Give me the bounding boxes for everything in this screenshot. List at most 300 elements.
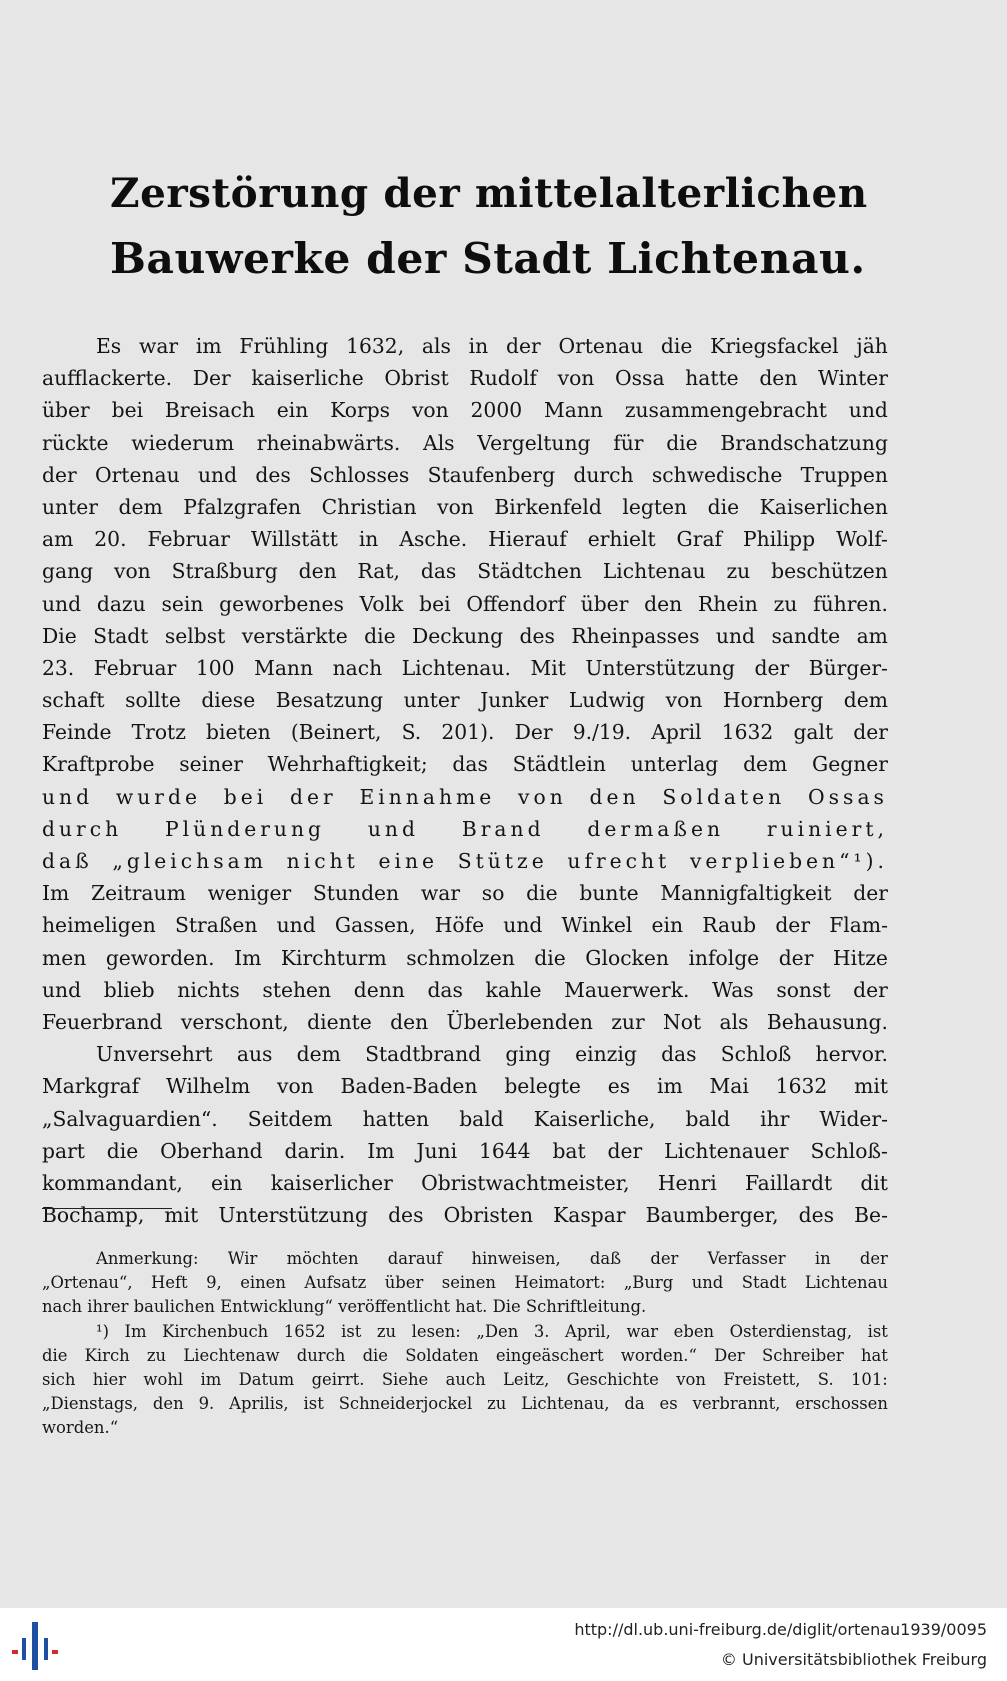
word: verschont,	[180, 1009, 289, 1034]
word: hatten	[362, 1106, 430, 1131]
word: „Burg	[623, 1273, 674, 1293]
word: Pfalzgrafen	[183, 494, 302, 519]
word: Korps	[330, 398, 391, 423]
word: von	[411, 398, 449, 423]
word: Unterstützung	[585, 655, 735, 680]
word: 101:	[851, 1369, 888, 1389]
word: unter	[403, 688, 460, 713]
word: Frühling	[239, 334, 329, 358]
text-line	[42, 1167, 888, 1199]
text-line	[42, 1070, 888, 1102]
word: Kaspar	[553, 1203, 626, 1228]
word: bei	[223, 784, 268, 809]
word: die	[42, 1345, 68, 1365]
word: Winkel	[561, 913, 633, 938]
word: zu	[376, 1321, 397, 1341]
word: der	[607, 1138, 643, 1163]
word: sonst	[776, 977, 831, 1002]
word: den	[759, 366, 798, 391]
text-line	[42, 974, 888, 1006]
word: und	[197, 462, 238, 487]
logo-red-right	[52, 1650, 58, 1654]
word: S.	[817, 1369, 834, 1389]
word: 20.	[94, 527, 127, 552]
word: Schneiderjockel	[338, 1394, 473, 1414]
word: zu	[487, 1394, 507, 1414]
word: Junker	[480, 688, 549, 713]
word: Freistett,	[723, 1369, 801, 1389]
word: Kirchenbuch	[162, 1321, 269, 1341]
footer-bar	[0, 1608, 1007, 1681]
word: durch	[296, 1345, 346, 1365]
word: Ortenau	[558, 334, 644, 358]
word: Breisach	[164, 398, 255, 423]
word: beschützen	[771, 559, 888, 584]
text-line	[42, 620, 888, 652]
text-line	[42, 459, 888, 491]
word: über	[42, 398, 90, 423]
word: legten	[622, 494, 688, 519]
word: von	[557, 366, 595, 391]
word: ein	[276, 398, 309, 423]
word: Bürger-	[808, 655, 888, 680]
word: Mann	[543, 398, 603, 423]
word: blieb	[103, 977, 155, 1002]
word: „Dienstags,	[42, 1394, 139, 1414]
word: möchten	[286, 1249, 359, 1268]
word: das	[661, 1042, 697, 1067]
word: Im	[367, 1138, 395, 1163]
word: des	[798, 1203, 835, 1228]
word: den	[644, 591, 683, 616]
word: als	[719, 1009, 749, 1034]
word: 1632	[775, 1074, 828, 1099]
word: Brand	[461, 816, 545, 841]
text-line	[42, 877, 888, 909]
word: S.	[401, 720, 422, 745]
word: Straßen	[174, 913, 258, 938]
word: Obristen	[443, 1203, 534, 1228]
text-line	[42, 652, 888, 684]
word: hervor.	[815, 1042, 888, 1067]
word: Schloß-	[810, 1138, 888, 1163]
word: die	[660, 334, 693, 358]
word: Wolf-	[836, 527, 888, 552]
word: dem	[296, 1042, 341, 1067]
word: Henri	[657, 1170, 717, 1195]
word: und	[503, 913, 543, 938]
word: stehen	[262, 977, 332, 1002]
word: ein	[211, 1170, 243, 1195]
word: schmolzen	[406, 945, 515, 970]
word: in	[358, 527, 379, 552]
word: Schlosses	[309, 462, 410, 487]
text-line	[42, 748, 888, 780]
word: in	[468, 334, 489, 358]
word: war	[420, 881, 461, 906]
word: den	[390, 1009, 429, 1034]
word: hatte	[685, 366, 739, 391]
word: Städtchen	[477, 559, 582, 584]
word: Be-	[854, 1203, 888, 1228]
word: Volk	[359, 591, 404, 616]
word: von	[114, 559, 151, 584]
text-line-spaced	[42, 813, 888, 845]
word: Schloß	[720, 1042, 792, 1067]
note-line	[42, 1368, 888, 1392]
word: Als	[423, 430, 455, 455]
word: Aprilis,	[229, 1394, 289, 1414]
word: am	[856, 623, 888, 648]
word: zu	[146, 1345, 167, 1365]
word: der	[775, 913, 811, 938]
library-logo-icon	[10, 1620, 62, 1672]
word: „Salvaguardien“.	[42, 1106, 218, 1131]
word: Winter	[818, 366, 888, 391]
word: part	[42, 1138, 85, 1163]
word: hinweisen,	[471, 1249, 561, 1268]
word: Rheinpasses	[571, 623, 700, 648]
word: die	[534, 945, 566, 970]
word: mit	[164, 1203, 199, 1228]
logo-bar-left	[22, 1638, 26, 1660]
word: eingeäschert	[495, 1345, 604, 1365]
word: Leitz,	[503, 1369, 550, 1389]
word: Mai	[709, 1074, 749, 1099]
word: der	[853, 977, 888, 1002]
word: so	[481, 881, 505, 906]
word: geworbenes	[219, 591, 344, 616]
word: Trotz	[131, 720, 186, 745]
word: Im	[234, 945, 262, 970]
word: Unterstützung	[218, 1203, 368, 1228]
word: verbrannt,	[692, 1394, 781, 1414]
word: Deckung	[412, 623, 504, 648]
word: Unversehrt	[96, 1042, 213, 1067]
word: des	[255, 462, 291, 487]
word: daß	[589, 1249, 622, 1268]
word: Rat,	[357, 559, 400, 584]
word: den	[298, 559, 337, 584]
word: 1644	[478, 1138, 531, 1163]
word: der	[778, 945, 814, 970]
word: und	[367, 816, 419, 841]
word: Überlebenden	[446, 1009, 593, 1034]
word: Stadtbrand	[365, 1042, 482, 1067]
word: Raub	[702, 913, 757, 938]
word: Aufsatz	[304, 1273, 367, 1293]
word: 1652	[283, 1321, 326, 1341]
word: die	[362, 1345, 388, 1365]
word: und	[42, 977, 82, 1002]
word: Schreiber	[761, 1345, 844, 1365]
word: Mauerwerk.	[564, 977, 690, 1002]
word: die	[364, 623, 396, 648]
text-line	[42, 1103, 888, 1135]
word: Asche.	[399, 527, 468, 552]
word: Wir	[227, 1249, 258, 1268]
word: bei	[111, 398, 144, 423]
word: gang	[42, 559, 94, 584]
word: Siehe	[381, 1369, 429, 1389]
note-line	[42, 1344, 888, 1368]
word: Kraftprobe	[42, 752, 155, 777]
word: Stunden	[312, 881, 400, 906]
word: Februar	[93, 655, 177, 680]
word: schwedische	[651, 462, 783, 487]
word: und	[42, 591, 82, 616]
word: von	[518, 784, 567, 809]
footnote-divider	[42, 1208, 172, 1209]
word: hier	[92, 1369, 127, 1389]
word: 100	[195, 655, 235, 680]
word: Lichtenau	[602, 559, 706, 584]
word: dermaßen	[587, 816, 725, 841]
word: bald	[685, 1106, 731, 1131]
word: ruiniert,	[766, 816, 888, 841]
word: 23.	[42, 655, 75, 680]
word: Ossa	[615, 366, 665, 391]
word: bunte	[579, 881, 639, 906]
word: April,	[565, 1321, 611, 1341]
word: 201).	[441, 720, 495, 745]
word: es	[607, 1074, 631, 1099]
word: Brandschatzung	[720, 430, 888, 455]
note-line	[42, 1320, 888, 1344]
word: der	[853, 720, 888, 745]
word: „gleichsam	[112, 849, 267, 873]
word: kaiserlicher	[270, 1170, 393, 1195]
text-line	[42, 491, 888, 523]
word: jäh	[856, 334, 888, 358]
word: Juni	[416, 1138, 458, 1163]
word: ist	[303, 1394, 324, 1414]
word: bei	[419, 591, 451, 616]
word: bieten	[206, 720, 271, 745]
note-line	[42, 1392, 888, 1416]
text-line	[42, 1038, 888, 1070]
word: infolge	[688, 945, 760, 970]
word: der	[853, 881, 888, 906]
word: Oberhand	[160, 1138, 263, 1163]
text-line	[42, 1199, 888, 1231]
word: Einnahme	[359, 784, 496, 809]
word: zu	[773, 591, 798, 616]
word: Der	[514, 720, 553, 745]
text-line	[42, 427, 888, 459]
word: men	[42, 945, 87, 970]
word: und	[715, 623, 756, 648]
text-line	[42, 394, 888, 426]
word: Verfasser	[707, 1249, 786, 1268]
note-line	[42, 1247, 888, 1271]
word: Not	[663, 1009, 702, 1034]
word: am	[42, 527, 74, 552]
word: Mannigfaltigkeit	[660, 881, 832, 906]
word: durch	[573, 462, 634, 487]
word: dazu	[96, 591, 146, 616]
word: ist	[867, 1321, 888, 1341]
word: ¹)	[96, 1321, 109, 1341]
word: es	[659, 1394, 678, 1414]
source-url-link[interactable]: http://dl.ub.uni-freiburg.de/diglit/ortenau1939/0095	[574, 1620, 987, 1639]
copyright-text: © Universitätsbibliothek Freiburg	[720, 1650, 987, 1669]
word: einzig	[575, 1042, 637, 1067]
word: war	[626, 1321, 659, 1341]
word: Kaiserliche,	[533, 1106, 656, 1131]
text-line	[42, 588, 888, 620]
word: die	[666, 430, 698, 455]
word: den	[589, 784, 640, 809]
word: Wilhelm	[165, 1074, 251, 1099]
word: darauf	[387, 1249, 443, 1268]
word: Markgraf	[42, 1074, 140, 1099]
word: diente	[307, 1009, 372, 1034]
word: Osterdienstag,	[729, 1321, 853, 1341]
text-line	[42, 942, 888, 974]
word: einen	[240, 1273, 286, 1293]
word: ist	[341, 1321, 362, 1341]
title-line-1: Zerstörung der mittelalterlichen	[110, 169, 868, 217]
word: Lichtenauer	[664, 1138, 789, 1163]
word: Baden-Baden	[340, 1074, 478, 1099]
word: Obristwachtmeister,	[421, 1170, 630, 1195]
word: durch	[42, 816, 123, 841]
word: Willstätt	[250, 527, 338, 552]
word: weniger	[207, 881, 292, 906]
word: Hierauf	[488, 527, 567, 552]
text-line-spaced	[42, 781, 888, 813]
word: April	[651, 720, 702, 745]
word: nach	[332, 655, 383, 680]
word: darin.	[284, 1138, 346, 1163]
word: Glocken	[585, 945, 669, 970]
word: von	[437, 494, 474, 519]
word: über	[580, 591, 629, 616]
word: Mit	[530, 655, 566, 680]
word: Der	[192, 366, 231, 391]
word: zu	[726, 559, 751, 584]
word: und	[691, 1273, 724, 1293]
word: Datum	[238, 1369, 295, 1389]
word: aufflackerte.	[42, 366, 173, 391]
word: seinen	[441, 1273, 496, 1293]
word: Staufenberg	[427, 462, 556, 487]
word: wiederum	[131, 430, 235, 455]
word: Truppen	[800, 462, 888, 487]
word: Faillardt	[744, 1170, 833, 1195]
word: Heft	[150, 1273, 188, 1293]
text-line	[42, 909, 888, 941]
word: ufrecht	[567, 849, 671, 873]
word: zusammengebracht	[624, 398, 827, 423]
word: Lichtenau	[804, 1273, 888, 1293]
word: rückte	[42, 430, 109, 455]
main-text	[42, 330, 888, 1231]
word: hat	[860, 1345, 888, 1365]
word: Geschichte	[566, 1369, 659, 1389]
word: sich	[42, 1369, 76, 1389]
word: daß	[42, 849, 93, 873]
word: im	[195, 334, 222, 358]
word: über	[384, 1273, 424, 1293]
word: „Den	[476, 1321, 519, 1341]
word: des	[388, 1203, 424, 1228]
text-line	[42, 362, 888, 394]
word: schaft	[42, 688, 105, 713]
word: Es	[96, 334, 122, 358]
word: Hornberg	[722, 688, 824, 713]
word: Baumberger,	[645, 1203, 779, 1228]
word: sein	[161, 591, 204, 616]
word: eben	[673, 1321, 715, 1341]
word: Anmerkung:	[96, 1249, 199, 1268]
word: die	[707, 494, 740, 519]
word: (Beinert,	[290, 720, 382, 745]
word: Städtlein	[512, 752, 606, 777]
word: heimeligen	[42, 913, 156, 938]
word: der	[42, 462, 77, 487]
word: und	[848, 398, 888, 423]
word: für	[613, 430, 644, 455]
word: bald	[459, 1106, 504, 1131]
word: Lichtenau,	[521, 1394, 610, 1414]
word: Besatzung	[275, 688, 384, 713]
word: dem	[743, 752, 788, 777]
word: von	[676, 1369, 706, 1389]
word: Kriegsfackel	[710, 334, 839, 358]
word: auch	[445, 1369, 486, 1389]
word: als	[421, 334, 451, 358]
word: bat	[552, 1138, 586, 1163]
word: Kaiserlichen	[759, 494, 888, 519]
word: Lichtenau.	[401, 655, 511, 680]
word: das	[427, 977, 463, 1002]
word: Im	[124, 1321, 147, 1341]
word: der	[650, 1249, 679, 1268]
text-line-spaced	[42, 845, 888, 877]
word: Birkenfeld	[494, 494, 602, 519]
word: kommandant,	[42, 1170, 183, 1195]
word: Feinde	[42, 720, 112, 745]
word: den	[152, 1394, 184, 1414]
word: kahle	[485, 977, 542, 1002]
word: Feuerbrand	[42, 1009, 163, 1034]
text-line	[42, 716, 888, 748]
word: galt	[793, 720, 834, 745]
word: Februar	[147, 527, 230, 552]
word: Soldaten	[405, 1345, 479, 1365]
word: Bochamp,	[42, 1203, 145, 1228]
word: Rhein	[697, 591, 758, 616]
word: wohl	[143, 1369, 184, 1389]
word: Kirch	[84, 1345, 130, 1365]
text-line	[42, 684, 888, 716]
word: aus	[236, 1042, 273, 1067]
word: Gegner	[812, 752, 888, 777]
word: 1632,	[346, 334, 405, 358]
word: in	[814, 1249, 831, 1268]
word: 2000	[470, 398, 523, 423]
word: Stütze	[457, 849, 548, 873]
word: und	[276, 913, 316, 938]
title-line-2: Bauwerke der Stadt Lichtenau.	[110, 234, 866, 284]
text-line	[42, 555, 888, 587]
word: Obrist	[384, 366, 449, 391]
word: Heimatort:	[514, 1273, 606, 1293]
word: Kirchturm	[280, 945, 387, 970]
word: dem	[118, 494, 163, 519]
